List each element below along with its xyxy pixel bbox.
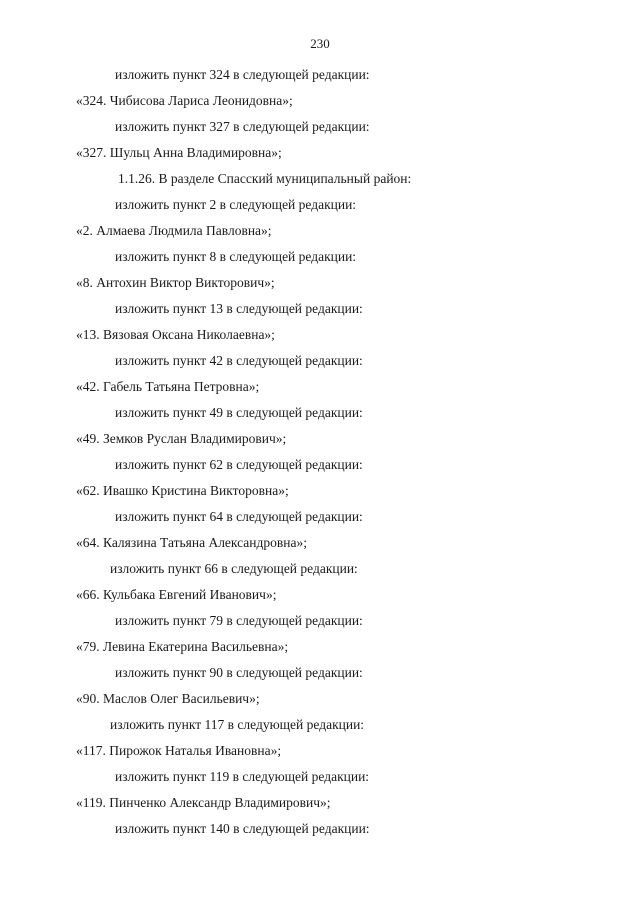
instruction-line: изложить пункт 117 в следующей редакции: <box>110 717 365 732</box>
instruction-line: изложить пункт 64 в следующей редакции: <box>115 509 363 524</box>
instruction-line: изложить пункт 62 в следующей редакции: <box>115 457 363 472</box>
instruction-line: изложить пункт 79 в следующей редакции: <box>115 613 363 628</box>
instruction-line: изложить пункт 90 в следующей редакции: <box>115 665 363 680</box>
instruction-line: изложить пункт 327 в следующей редакции: <box>115 119 370 134</box>
entry-line: «64. Калязина Татьяна Александровна»; <box>76 535 307 550</box>
entry-line: «49. Земков Руслан Владимирович»; <box>76 431 287 446</box>
entry-line: «90. Маслов Олег Васильевич»; <box>76 691 260 706</box>
instruction-line: изложить пункт 140 в следующей редакции: <box>115 821 370 836</box>
entry-line: «79. Левина Екатерина Васильевна»; <box>76 639 289 654</box>
entry-line: «13. Вязовая Оксана Николаевна»; <box>76 327 275 342</box>
entry-line: «2. Алмаева Людмила Павловна»; <box>76 223 272 238</box>
entry-line: «324. Чибисова Лариса Леонидовна»; <box>76 93 293 108</box>
instruction-line: изложить пункт 49 в следующей редакции: <box>115 405 363 420</box>
page-number: 230 <box>310 36 330 51</box>
instruction-line: изложить пункт 8 в следующей редакции: <box>115 249 357 264</box>
entry-line: «42. Габель Татьяна Петровна»; <box>76 379 260 394</box>
instruction-line: изложить пункт 13 в следующей редакции: <box>115 301 363 316</box>
entry-line: «117. Пирожок Наталья Ивановна»; <box>76 743 282 758</box>
entry-line: «8. Антохин Виктор Викторович»; <box>76 275 275 290</box>
instruction-line: изложить пункт 324 в следующей редакции: <box>115 67 370 82</box>
instruction-line: изложить пункт 2 в следующей редакции: <box>115 197 357 212</box>
instruction-line: изложить пункт 66 в следующей редакции: <box>110 561 358 576</box>
entry-line: «119. Пинченко Александр Владимирович»; <box>76 795 331 810</box>
subsection-heading: 1.1.26. В разделе Спасский муниципальный район: <box>118 171 412 186</box>
instruction-line: изложить пункт 119 в следующей редакции: <box>115 769 370 784</box>
entry-line: «327. Шульц Анна Владимировна»; <box>76 145 282 160</box>
entry-line: «62. Ивашко Кристина Викторовна»; <box>76 483 289 498</box>
entry-line: «66. Кульбака Евгений Иванович»; <box>76 587 277 602</box>
instruction-line: изложить пункт 42 в следующей редакции: <box>115 353 363 368</box>
document-body <box>0 62 640 842</box>
